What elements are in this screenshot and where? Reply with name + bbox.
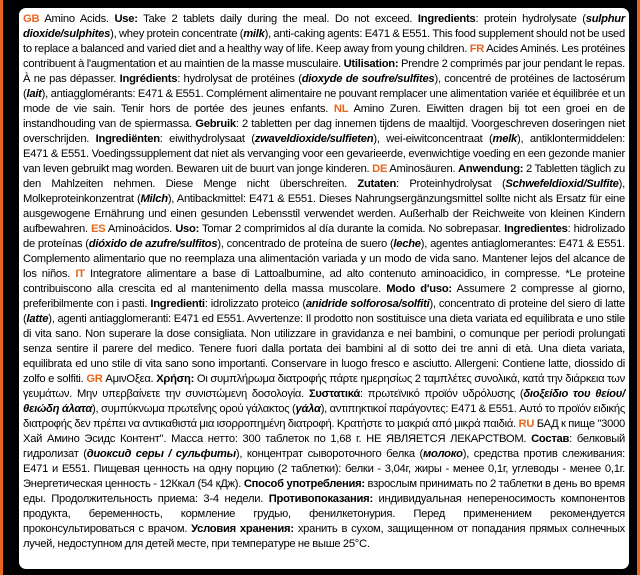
section-heading: Состав xyxy=(531,433,570,445)
language-code-es: ES xyxy=(90,223,106,235)
language-code-it: IT xyxy=(75,268,85,280)
text-run: ), antiklontermiddelen: E471 & E551. Voedingssupplement dat niet als vervanging voor een gevarieerde, evenwichtige voeding en een gezonde manier van leven gebruikt mag worden. Bewaren uit de buurt van jonge kinderen. xyxy=(23,133,625,175)
text-run: Amino Acids. xyxy=(39,13,115,25)
text-run: ), Molkeproteinkonzentrat ( xyxy=(23,178,625,205)
text-run: ), συμπύκνωμα πρωτεΐνης ορού γάλακτος ( xyxy=(92,403,296,415)
text-run: ), αντιπηκτικοί παράγοντες: E471 & E551. Αυτό το προϊόν ειδικής διατροφής δεν πρέπει να αντικαθιστά μια ισορροπημένη διατροφή. Κρατήστε το μακριά από μικρά παιδιά. xyxy=(23,403,625,430)
language-code-ru: RU xyxy=(518,418,535,430)
allergen-text: melk xyxy=(492,133,518,145)
language-code-de: DE xyxy=(372,163,388,175)
text-run: : eiwithydrolysaat ( xyxy=(159,133,255,145)
language-code-gb: GB xyxy=(23,13,40,25)
allergen-text: leche xyxy=(393,238,421,250)
allergen-text: lait xyxy=(26,88,42,100)
section-heading: Anwendung: xyxy=(458,163,524,175)
allergen-text: диоксид серы / сульфиты xyxy=(86,448,236,460)
text-run: ), agenti antiagglomeranti: E471 ed E551. Avvertenze: Il prodotto non sostituisce una dieta variata ed equilibrata e uno stile di vita sano. Non superare la dose consigliata. Non utilizzare in gravidanza e nei bambini, o comunque per periodi prolungati senza sentire il parere del medico. Tenere fuori dalla portata dei bambini al di sotto dei tre anni di età. Una dieta variata, equilibrata ed uno stile di vita sano sono importanti. Conservare in luogo fresco e asciutto. Allergeni: Contiene latte, diossido di zolfo e solfiti. xyxy=(23,313,625,385)
text-run: ), средства против слеживания: E471 и E551. Пищевая ценность на одну порцию (2 таблетки): белки - 3,04г, жиры - менее 0,1г, углеводы - менее 0,1г. Энергетическая ценность - 12Ккал (54 кДж). xyxy=(23,448,625,490)
text-run: : Proteinhydrolysat ( xyxy=(396,178,506,190)
text-run: Tomar 2 comprimidos al día durante la comida. No sobrepasar. xyxy=(199,223,505,235)
text-run: индивидуальная непереносимость компонентов продукта, беременность, кормление грудью, фенилкетонурия. Перед применением рекомендуется проконсультироваться с врачом. xyxy=(23,493,625,535)
text-run: ), concentrato di proteine del siero di latte ( xyxy=(23,298,626,325)
text-run: взрослым принимать по 2 таблетки в день во время еды. Продолжительность приема: 3-4 недели. xyxy=(23,478,625,505)
section-heading: Modo d'uso: xyxy=(386,283,452,295)
section-heading: Use: xyxy=(114,13,138,25)
section-heading: Zutaten xyxy=(357,178,397,190)
allergen-text: zwaveldioxide/sulfieten xyxy=(254,133,374,145)
text-run: ), wei-eiwitconcentraat ( xyxy=(373,133,493,145)
text-run: Integratore alimentare a base di Lattoalbumine, ad alto contenuto aminoacidico, in compresse. *Le proteine contribuiscono alla crescita ed al mantenimento della massa muscolare. xyxy=(23,268,625,295)
text-run: : idrolizzato proteico ( xyxy=(204,298,306,310)
text-run: ), концентрат сывороточного белка ( xyxy=(235,448,423,460)
allergen-text: latte xyxy=(26,313,49,325)
ingredients-panel xyxy=(19,8,629,569)
text-run: 2 Tabletten täglich zu den Mahlzeiten nehmen. Diese Menge nicht überschreiten. xyxy=(23,163,625,190)
text-run: Aminosäuren. xyxy=(387,163,459,175)
section-heading: Ingredients xyxy=(417,13,476,25)
text-run: : hidrolizado de proteínas ( xyxy=(23,223,625,250)
section-heading: Ingrediënten xyxy=(95,133,160,145)
text-run: Prendre 2 comprimés par jour pendant le repas. À ne pas dépasser. xyxy=(23,58,625,85)
text-run: Amino Zuren. Eiwitten dragen bij tot een groei en de instandhouding van de spiermassa. xyxy=(23,103,625,130)
section-heading: Gebruik xyxy=(195,118,236,130)
section-heading: Ingredienti xyxy=(150,298,205,310)
text-run: Assumere 2 compresse al giorno, preferibilmente con i pasti. xyxy=(23,283,626,310)
allergen-text: γάλα xyxy=(295,403,321,415)
text-run: Acides Aminés. Les protéines contribuent à l'augmentation et au maintien de la masse musculaire. xyxy=(23,43,625,70)
text-run: : hydrolysat de protéines ( xyxy=(177,73,302,85)
language-code-fr: FR xyxy=(469,43,485,55)
allergen-text: sulphur dioxide/sulphites xyxy=(23,13,625,40)
multilingual-label-text xyxy=(23,12,625,552)
text-run: хранить в сухом, защищенном от попадания прямых солнечных лучей, недоступном для детей месте, при температуре не выше 25°С. xyxy=(23,523,625,550)
text-run: ), concentré de protéines de lactosérum ( xyxy=(23,73,625,100)
text-run: : protein hydrolysate ( xyxy=(475,13,586,25)
allergen-text: διοξείδιο του θείου/θειώδη άλατα xyxy=(23,388,625,415)
section-heading: Условия хранения: xyxy=(191,523,294,535)
allergen-text: anidride solforosa/solfiti xyxy=(305,298,430,310)
text-run: ), agentes antiaglomerantes: E471 & E551. Complemento alimentario que no reemplaza una alimentación variada y un modo de vida sano. Mantener lejos del alcance de los niños. xyxy=(23,238,625,280)
text-run: ), concentrado de proteína de suero ( xyxy=(217,238,394,250)
allergen-text: dióxido de azufre/sulfitos xyxy=(88,238,218,250)
allergen-text: milk xyxy=(243,28,265,40)
text-run: ), whey protein concentrate ( xyxy=(110,28,244,40)
text-run: Aminoácidos. xyxy=(105,223,176,235)
section-heading: Ingrédients xyxy=(119,73,178,85)
allergen-text: Milch xyxy=(140,193,168,205)
text-run: ), Antibackmittel: E471 & E551. Dieses Nahrungsergänzungsmittel sollte nicht als Ersatz für eine ausgewogene Ernährung und einen gesunden Lebensstil verwendet werden. Außerhalb der Reichweite von kleinen Kindern aufbewahren. xyxy=(23,193,625,235)
text-run: : 2 tabletten per dag innemen tijdens de maaltijd. Voorgeschreven doseringen niet overschrijden. xyxy=(23,118,626,145)
allergen-text: Schwefeldioxid/Sulfite xyxy=(505,178,619,190)
text-run: : πρωτεϊνικό προϊόν υδρόλυσης ( xyxy=(359,388,524,400)
section-heading: Способ употребления: xyxy=(243,478,365,490)
section-heading: Χρήση: xyxy=(156,373,195,385)
language-code-gr: GR xyxy=(86,373,103,385)
language-code-nl: NL xyxy=(333,103,349,115)
text-run: БАД к пище "3000 Хай Амино Эсидс Контент". Масса нетто: 300 таблеток по 1,68 г. НЕ ЯВЛЯЕТСЯ ЛЕКАРСТВОМ. xyxy=(23,418,626,445)
text-run: Οι συμπλήρωμα διατροφής πάρτε ημερησίως 2 ταμπλέτες συνολικά, κατά την διάρκεια των γευμάτων. Μην υπερβαίνετε την συνιστώμενη δοσολογία. xyxy=(23,373,625,400)
section-heading: Uso: xyxy=(175,223,200,235)
text-run: : белковый гидролизат ( xyxy=(23,433,625,460)
section-heading: Ingredientes xyxy=(504,223,568,235)
text-run: Take 2 tablets daily during the meal. Do not exceed. xyxy=(137,13,418,25)
allergen-text: dioxyde de soufre/sulfites xyxy=(301,73,435,85)
text-run: ΑμινΟξεα. xyxy=(102,373,157,385)
text-run: ), antiagglomérants: E471 & E551. Complément alimentaire ne pouvant remplacer une alimentation variée et équilibrée et un mode de vie sain. Tenir hors de portée des jeunes enfants. xyxy=(23,88,625,115)
section-heading: Utilisation: xyxy=(343,58,399,70)
allergen-text: молоко xyxy=(422,448,463,460)
section-heading: Противопоказания: xyxy=(268,493,373,505)
section-heading: Συστατικά xyxy=(308,388,360,400)
text-run: ), anti-caking agents: E471 & E551. This food supplement should not be used to replace a balanced and varied diet and a healthy way of life. Keep away from young children. xyxy=(23,28,625,55)
